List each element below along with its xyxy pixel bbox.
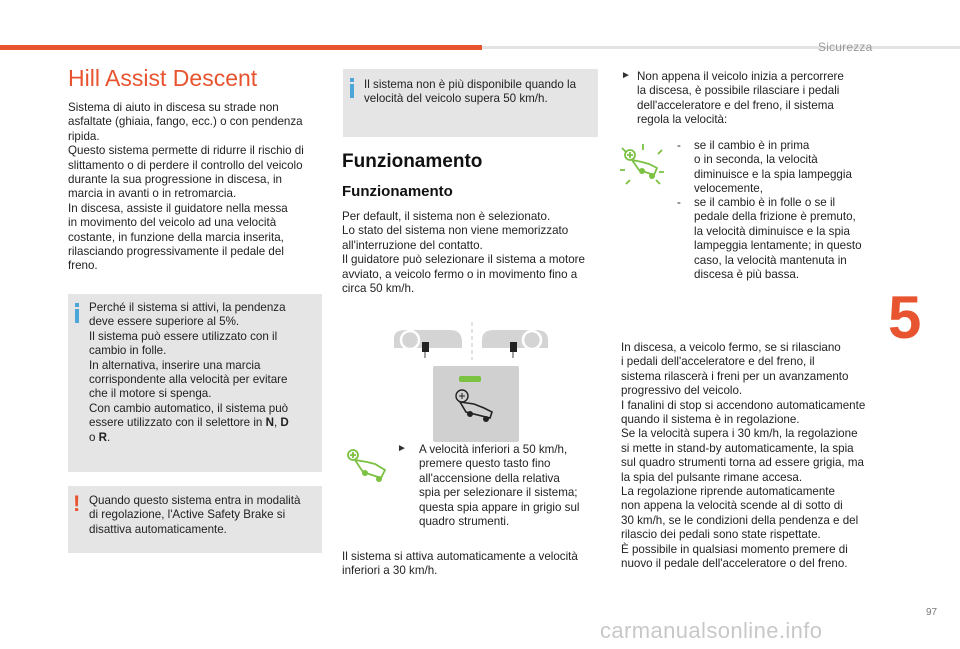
info-box-text: Perché il sistema si attivi, la pendenza deve essere superiore al 5%. Il sistema può essere utilizzato con il cambio in folle. In alternativa, inserire una marcia corrispondente alla velocità per evitare che il motore si spenga. Con cambio automatico, il sistema può essere utilizzato con il selettore in N, D o R. <box>89 301 289 444</box>
info-box-speed-text: Il sistema non è più disponibile quando la velocità del veicolo supera 50 km/h. <box>364 78 577 106</box>
warning-box <box>68 486 322 553</box>
hadc-button[interactable] <box>433 366 519 442</box>
steering-wheel-icon <box>390 322 560 362</box>
hill-descent-indicator-icon <box>345 446 391 486</box>
sub-item-neutral: se il cambio è in folle o se il pedale della frizione è premuto, la velocità diminuisce e la spia lampeggia lentamente; in questo caso, la velocità mantenuta in discesa è più bassa. <box>694 196 862 282</box>
activation-paragraph: Il sistema si attiva automaticamente a velocità inferiori a 30 km/h. <box>342 550 578 578</box>
list-dash: - <box>677 139 681 152</box>
gear-n: N <box>265 416 274 430</box>
info-icon <box>350 78 354 98</box>
list-dash: - <box>677 196 681 209</box>
watermark: carmanualsonline.info <box>600 618 823 643</box>
warning-text: Quando questo sistema entra in modalità di regolazione, l'Active Safety Brake si disattiva automaticamente. <box>89 494 301 536</box>
section-title: Sicurezza <box>818 40 873 54</box>
flashing-indicator-icon <box>618 142 668 188</box>
section-heading: Funzionamento <box>342 151 483 172</box>
operation-paragraph: Per default, il sistema non è selezionato. Lo stato del sistema non viene memorizzato all'interruzione del contatto. Il guidatore può selezionare il sistema a motore avviato, a veicolo fermo o in movimento fino a circa 50 km/h. <box>342 210 585 296</box>
regulation-bullet: Non appena il veicolo inizia a percorrere la discesa, è possibile rilasciare i pedali dell'acceleratore e del freno, il sistema regola la velocità: <box>637 70 844 127</box>
info-box-slope <box>68 294 322 472</box>
arrow-bullet-icon: ► <box>397 443 407 454</box>
sub-item-first-gear: se il cambio è in prima o in seconda, la velocità diminuisce e la spia lampeggia velocemente, <box>694 139 852 196</box>
button-indicator-light <box>459 376 481 382</box>
gear-d: D <box>280 416 289 430</box>
dashboard-illustration <box>390 322 560 362</box>
page-number: 97 <box>926 607 938 618</box>
subsection-heading: Funzionamento <box>342 183 453 200</box>
header-accent-bar <box>0 45 482 50</box>
info-icon <box>75 303 79 323</box>
intro-paragraph: Sistema di aiuto in discesa su strade non asfaltate (ghiaia, fango, ecc.) o con pendenza ripida. Questo sistema permette di ridurre il rischio di slittamento o di perdere il controllo del veicolo durante la sua progressione in discesa, in marcia in avanti o in retromarcia. In discesa, assiste il guidatore nella messa in movimento del veicolo ad una velocità costante, in funzione della marcia inserita, rilasciando progressivamente il pedale del freno. <box>68 101 304 273</box>
descent-paragraph: In discesa, a veicolo fermo, se si rilasciano i pedali dell'acceleratore e del freno, il sistema rilascerà i freni per un avanzamento progressivo del veicolo. I fanalini di stop si accendono automaticamente quando il sistema è in regolazione. Se la velocità supera i 30 km/h, la regolazione si mette in stand-by automaticamente, la spia sul quadro strumenti torna ad essere grigia, ma la spia del pulsante rimane accesa. La regolazione riprende automaticamente non appena la velocità scende al di sotto di 30 km/h, se le condizioni della pendenza e del rilascio dei pedali sono state rispettate. È possibile in qualsiasi momento premere di nuovo il pedale dell'acceleratore o del freno. <box>621 341 866 571</box>
chapter-number: 5 <box>888 284 922 351</box>
warning-icon: ! <box>73 491 81 516</box>
info-box-speed <box>343 69 598 137</box>
button-instruction: A velocità inferiori a 50 km/h, premere questo tasto fino all'accensione della relativa spia per selezionare il sistema; questa spia appare in grigio sul quadro strumenti. <box>419 443 580 529</box>
page-title: Hill Assist Descent <box>68 65 258 91</box>
gear-r: R <box>98 430 108 444</box>
arrow-bullet-icon: ► <box>621 70 631 81</box>
hill-descent-car-icon <box>446 388 506 428</box>
header-divider <box>482 46 960 49</box>
